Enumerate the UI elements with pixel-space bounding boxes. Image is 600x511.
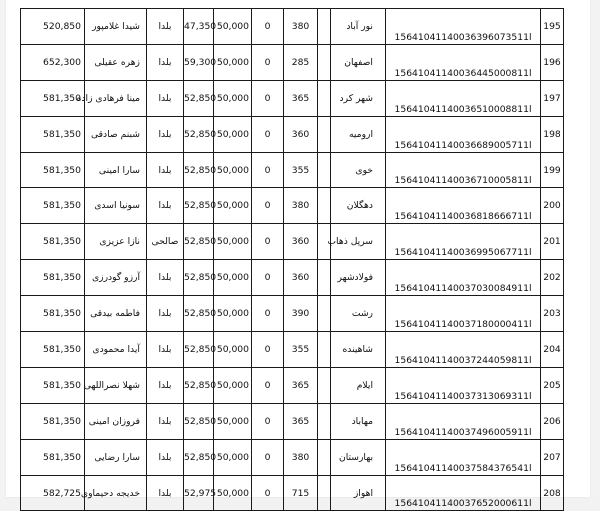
city-cell: سرپل ذهاب [331, 224, 386, 260]
table-row [21, 475, 564, 511]
code-cell: 15641041140036445000811l [386, 44, 541, 80]
amount-cell: 581,350 [21, 296, 85, 332]
city-cell: شهر کرد [331, 80, 386, 116]
table-row [21, 367, 564, 403]
tag-cell: بلدا [147, 80, 184, 116]
tag-cell: بلدا [147, 296, 184, 332]
base-amount-cell: 50,000 [214, 9, 252, 45]
code-cell: 15641041140037180000411l [386, 296, 541, 332]
table-row [21, 439, 564, 475]
count-cell: 360 [284, 224, 318, 260]
blank-cell [318, 332, 331, 368]
code-cell: 15641041140036396073511l [386, 9, 541, 45]
amount-cell: 582,725 [21, 475, 85, 511]
base-amount-cell: 50,000 [214, 260, 252, 296]
amount-cell: 581,350 [21, 116, 85, 152]
city-cell: خوی [331, 152, 386, 188]
base-amount-cell: 50,000 [214, 439, 252, 475]
row-index-cell: 196 [541, 44, 564, 80]
base-amount-cell: 50,000 [214, 475, 252, 511]
row-index-cell: 200 [541, 188, 564, 224]
table-row [21, 80, 564, 116]
zero-cell: 0 [252, 367, 284, 403]
tag-cell: بلدا [147, 9, 184, 45]
name-cell: آرزو گودرزی [85, 260, 147, 296]
table-body [21, 9, 564, 511]
base-amount-cell: 50,000 [214, 44, 252, 80]
city-cell: رشت [331, 296, 386, 332]
table-row [21, 224, 564, 260]
name-cell: آیدا محمودی [85, 332, 147, 368]
row-index-cell: 207 [541, 439, 564, 475]
amount-cell: 581,350 [21, 152, 85, 188]
city-cell: دهگلان [331, 188, 386, 224]
blank-cell [318, 403, 331, 439]
sub-amount-cell: 59,300 [184, 44, 214, 80]
code-cell: 15641041140037584376541l [386, 439, 541, 475]
city-cell: ایلام [331, 367, 386, 403]
city-cell: نور آباد [331, 9, 386, 45]
code-cell: 15641041140036710005811l [386, 152, 541, 188]
table-row [21, 260, 564, 296]
row-index-cell: 203 [541, 296, 564, 332]
name-cell: شبنم صادقی [85, 116, 147, 152]
amount-cell: 520,850 [21, 9, 85, 45]
tag-cell: صالحی [147, 224, 184, 260]
zero-cell: 0 [252, 260, 284, 296]
name-cell: زهره عقیلی [85, 44, 147, 80]
blank-cell [318, 475, 331, 511]
sub-amount-cell: 52,850 [184, 296, 214, 332]
city-cell: اصفهان [331, 44, 386, 80]
name-cell: خدیجه دحیماوی [85, 475, 147, 511]
name-cell: مینا فرهادی زاده [85, 80, 147, 116]
base-amount-cell: 50,000 [214, 332, 252, 368]
zero-cell: 0 [252, 9, 284, 45]
row-index-cell: 205 [541, 367, 564, 403]
sub-amount-cell: 52,850 [184, 403, 214, 439]
blank-cell [318, 188, 331, 224]
zero-cell: 0 [252, 224, 284, 260]
tag-cell: بلدا [147, 44, 184, 80]
zero-cell: 0 [252, 44, 284, 80]
zero-cell: 0 [252, 80, 284, 116]
blank-cell [318, 439, 331, 475]
row-index-cell: 197 [541, 80, 564, 116]
row-index-cell: 198 [541, 116, 564, 152]
amount-cell: 581,350 [21, 224, 85, 260]
blank-cell [318, 44, 331, 80]
name-cell: فاطمه بیدقی [85, 296, 147, 332]
table-row [21, 403, 564, 439]
base-amount-cell: 50,000 [214, 367, 252, 403]
tag-cell: بلدا [147, 260, 184, 296]
count-cell: 355 [284, 332, 318, 368]
zero-cell: 0 [252, 475, 284, 511]
amount-cell: 581,350 [21, 188, 85, 224]
code-cell: 15641041140037244059811l [386, 332, 541, 368]
blank-cell [318, 9, 331, 45]
count-cell: 380 [284, 439, 318, 475]
base-amount-cell: 50,000 [214, 296, 252, 332]
paper-sheet [6, 0, 590, 510]
blank-cell [318, 152, 331, 188]
count-cell: 360 [284, 260, 318, 296]
sub-amount-cell: 52,850 [184, 439, 214, 475]
code-cell: 15641041140036689005711l [386, 116, 541, 152]
city-cell: بهارستان [331, 439, 386, 475]
zero-cell: 0 [252, 403, 284, 439]
tag-cell: بلدا [147, 439, 184, 475]
name-cell: نازا عزیزی [85, 224, 147, 260]
count-cell: 715 [284, 475, 318, 511]
tag-cell: بلدا [147, 152, 184, 188]
row-index-cell: 195 [541, 9, 564, 45]
row-index-cell: 201 [541, 224, 564, 260]
amount-cell: 581,350 [21, 439, 85, 475]
sub-amount-cell: 52,850 [184, 367, 214, 403]
zero-cell: 0 [252, 188, 284, 224]
name-cell: شیدا غلامپور [85, 9, 147, 45]
name-cell: سارا امینی [85, 152, 147, 188]
count-cell: 380 [284, 9, 318, 45]
count-cell: 360 [284, 116, 318, 152]
tag-cell: بلدا [147, 188, 184, 224]
city-cell: فولادشهر [331, 260, 386, 296]
row-index-cell: 206 [541, 403, 564, 439]
city-cell: شاهینده [331, 332, 386, 368]
sub-amount-cell: 52,850 [184, 188, 214, 224]
blank-cell [318, 260, 331, 296]
name-cell: شهلا نصراللهی [85, 367, 147, 403]
base-amount-cell: 50,000 [214, 224, 252, 260]
sub-amount-cell: 52,850 [184, 80, 214, 116]
tag-cell: بلدا [147, 475, 184, 511]
zero-cell: 0 [252, 439, 284, 475]
zero-cell: 0 [252, 296, 284, 332]
sub-amount-cell: 52,850 [184, 116, 214, 152]
city-cell: مهاباد [331, 403, 386, 439]
base-amount-cell: 50,000 [214, 403, 252, 439]
table-row [21, 296, 564, 332]
amount-cell: 581,350 [21, 260, 85, 296]
count-cell: 355 [284, 152, 318, 188]
code-cell: 15641041140037496005911l [386, 403, 541, 439]
table-row [21, 332, 564, 368]
code-cell: 15641041140037030084911l [386, 260, 541, 296]
zero-cell: 0 [252, 152, 284, 188]
table-row [21, 44, 564, 80]
blank-cell [318, 116, 331, 152]
tag-cell: بلدا [147, 403, 184, 439]
code-cell: 15641041140036818666711l [386, 188, 541, 224]
code-cell: 15641041140037652000611l [386, 475, 541, 511]
count-cell: 365 [284, 403, 318, 439]
code-cell: 15641041140036510008811l [386, 80, 541, 116]
name-cell: فروزان امینی [85, 403, 147, 439]
amount-cell: 581,350 [21, 80, 85, 116]
row-index-cell: 202 [541, 260, 564, 296]
table-row [21, 188, 564, 224]
name-cell: سونیا اسدی [85, 188, 147, 224]
tag-cell: بلدا [147, 116, 184, 152]
sub-amount-cell: 52,850 [184, 332, 214, 368]
count-cell: 365 [284, 367, 318, 403]
blank-cell [318, 296, 331, 332]
city-cell: اهواز [331, 475, 386, 511]
amount-cell: 581,350 [21, 403, 85, 439]
base-amount-cell: 50,000 [214, 188, 252, 224]
sub-amount-cell: 52,975 [184, 475, 214, 511]
base-amount-cell: 50,000 [214, 152, 252, 188]
table-row [21, 152, 564, 188]
blank-cell [318, 367, 331, 403]
zero-cell: 0 [252, 116, 284, 152]
city-cell: ارومیه [331, 116, 386, 152]
amount-cell: 581,350 [21, 332, 85, 368]
tag-cell: بلدا [147, 332, 184, 368]
row-index-cell: 204 [541, 332, 564, 368]
tag-cell: بلدا [147, 367, 184, 403]
count-cell: 285 [284, 44, 318, 80]
count-cell: 365 [284, 80, 318, 116]
blank-cell [318, 80, 331, 116]
sub-amount-cell: 52,850 [184, 224, 214, 260]
row-index-cell: 208 [541, 475, 564, 511]
amount-cell: 652,300 [21, 44, 85, 80]
count-cell: 390 [284, 296, 318, 332]
amount-cell: 581,350 [21, 367, 85, 403]
zero-cell: 0 [252, 332, 284, 368]
table-row [21, 116, 564, 152]
records-table [20, 8, 564, 511]
count-cell: 380 [284, 188, 318, 224]
row-index-cell: 199 [541, 152, 564, 188]
base-amount-cell: 50,000 [214, 116, 252, 152]
sub-amount-cell: 52,850 [184, 260, 214, 296]
table-row [21, 9, 564, 45]
sub-amount-cell: 52,850 [184, 152, 214, 188]
name-cell: سارا رضایی [85, 439, 147, 475]
base-amount-cell: 50,000 [214, 80, 252, 116]
sub-amount-cell: 47,350 [184, 9, 214, 45]
code-cell: 15641041140036995067711l [386, 224, 541, 260]
code-cell: 15641041140037313069311l [386, 367, 541, 403]
